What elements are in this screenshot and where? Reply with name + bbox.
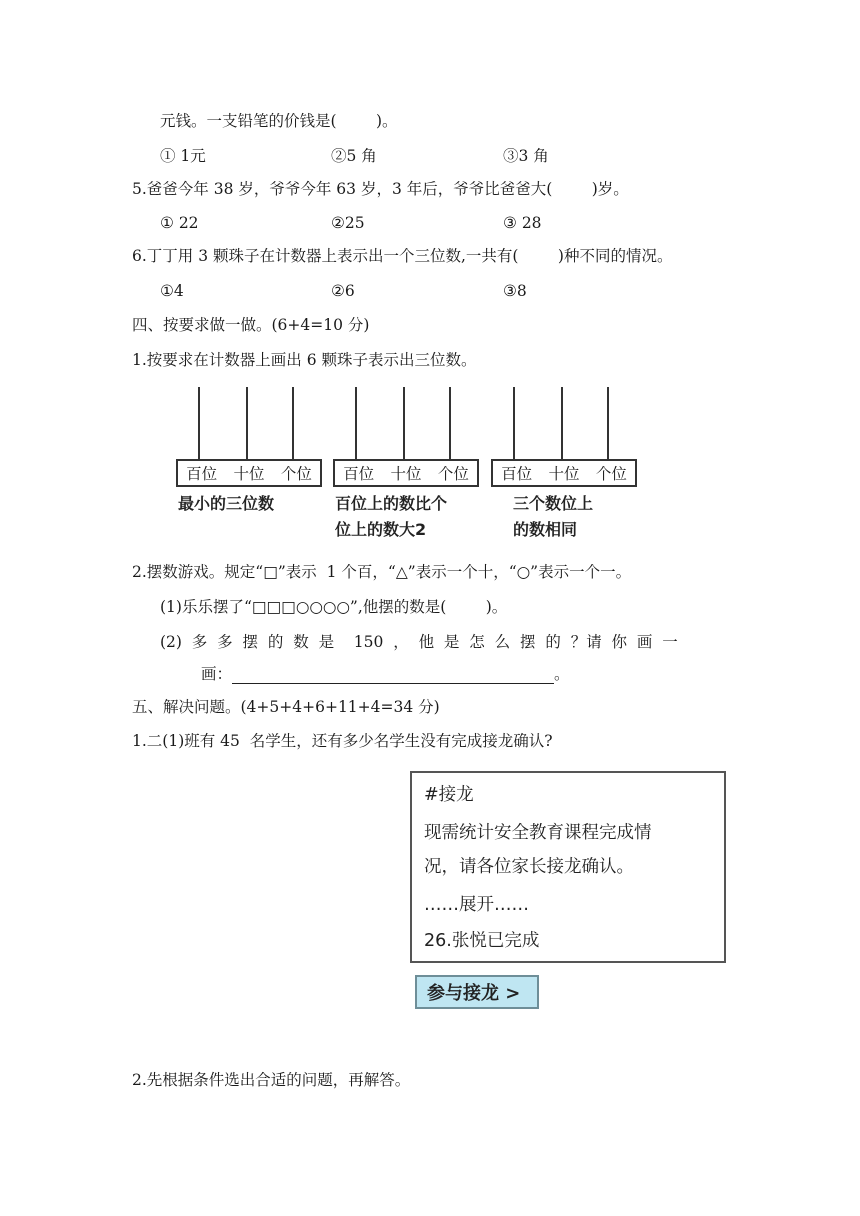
q4-tail: 元钱。一支铅笔的价钱是( )。: [160, 112, 398, 130]
abacus-caption: 三个数位上 的数相同: [513, 494, 594, 539]
abacus-frame: [333, 459, 479, 487]
place-label-ones: 个位: [280, 465, 312, 483]
abacus-rod: [355, 387, 357, 459]
q4-option-2: ②5 角: [331, 147, 377, 165]
place-label-hundreds: 百位: [501, 465, 533, 483]
s5-question-1: 1.二(1)班有 45 名学生，还有多少名学生没有完成接龙确认?: [132, 732, 553, 750]
place-label-tens: 十位: [233, 465, 265, 483]
abacus-rod: [561, 387, 563, 459]
abacus-rod: [198, 387, 200, 459]
question-6: 6.丁丁用 3 颗珠子在计数器上表示出一个三位数,一共有( )种不同的情况。: [132, 247, 673, 265]
expand-link[interactable]: ……展开……: [424, 895, 529, 915]
relay-entry: 26.张悦已完成: [424, 931, 540, 951]
abacus-frame: [491, 459, 637, 487]
place-label-ones: 个位: [595, 465, 627, 483]
q5-option-3: ③ 28: [503, 214, 542, 232]
s4-question-1: 1.按要求在计数器上画出 6 颗珠子表示出三位数。: [132, 351, 477, 369]
chat-relay-card: [410, 771, 726, 963]
place-label-ones: 个位: [437, 465, 469, 483]
q6-option-1: ①4: [160, 282, 184, 300]
abacus-1[interactable]: [176, 387, 322, 547]
abacus-frame: [176, 459, 322, 487]
abacus-caption: 百位上的数比个 位上的数大2: [335, 494, 448, 539]
abacus-rod: [403, 387, 405, 459]
relay-message-line: 现需统计安全教育课程完成情: [424, 823, 652, 843]
place-label-tens: 十位: [390, 465, 422, 483]
s4-question-2-1: (1)乐乐摆了“□□□○○○○”,他摆的数是( )。: [160, 598, 508, 616]
draw-prompt: 画：: [201, 665, 233, 683]
q4-option-3: ③3 角: [503, 147, 549, 165]
abacus-rod: [513, 387, 515, 459]
relay-tag: #接龙: [424, 785, 474, 805]
s5-question-2: 2.先根据条件选出合适的问题，再解答。: [132, 1071, 411, 1089]
place-label-tens: 十位: [548, 465, 580, 483]
answer-blank[interactable]: [232, 665, 554, 684]
s4-question-2-2-answer-line: [201, 664, 570, 684]
abacus-caption: 最小的三位数: [178, 494, 275, 513]
abacus-2[interactable]: [333, 387, 479, 547]
place-label-hundreds: 百位: [343, 465, 375, 483]
q5-option-1: ① 22: [160, 214, 199, 232]
abacus-3[interactable]: [491, 387, 637, 547]
section-4-heading: 四、按要求做一做。(6+4=10 分): [132, 316, 370, 334]
section-5-heading: 五、解决问题。(4+5+4+6+11+4=34 分): [132, 698, 440, 716]
abacus-rod: [246, 387, 248, 459]
s4-question-2-2: (2) 多 多 摆 的 数 是 150 ， 他 是 怎 么 摆 的 ？请 你 画 一: [160, 633, 678, 651]
q5-option-2: ②25: [331, 214, 365, 232]
question-5: 5.爸爸今年 38 岁，爷爷今年 63 岁，3 年后，爷爷比爸爸大( )岁。: [132, 180, 629, 198]
q6-option-3: ③8: [503, 282, 527, 300]
abacus-rod: [607, 387, 609, 459]
q4-option-1: ① 1元: [160, 147, 206, 165]
s4-question-2: 2.摆数游戏。规定“□”表示 1 个百，“△”表示一个十，“○”表示一个一。: [132, 563, 632, 581]
join-relay-button[interactable]: 参与接龙 >: [415, 975, 539, 1009]
place-label-hundreds: 百位: [186, 465, 218, 483]
q6-option-2: ②6: [331, 282, 355, 300]
period: 。: [554, 665, 570, 683]
relay-message-line: 况，请各位家长接龙确认。: [424, 857, 634, 877]
abacus-rod: [449, 387, 451, 459]
abacus-rod: [292, 387, 294, 459]
